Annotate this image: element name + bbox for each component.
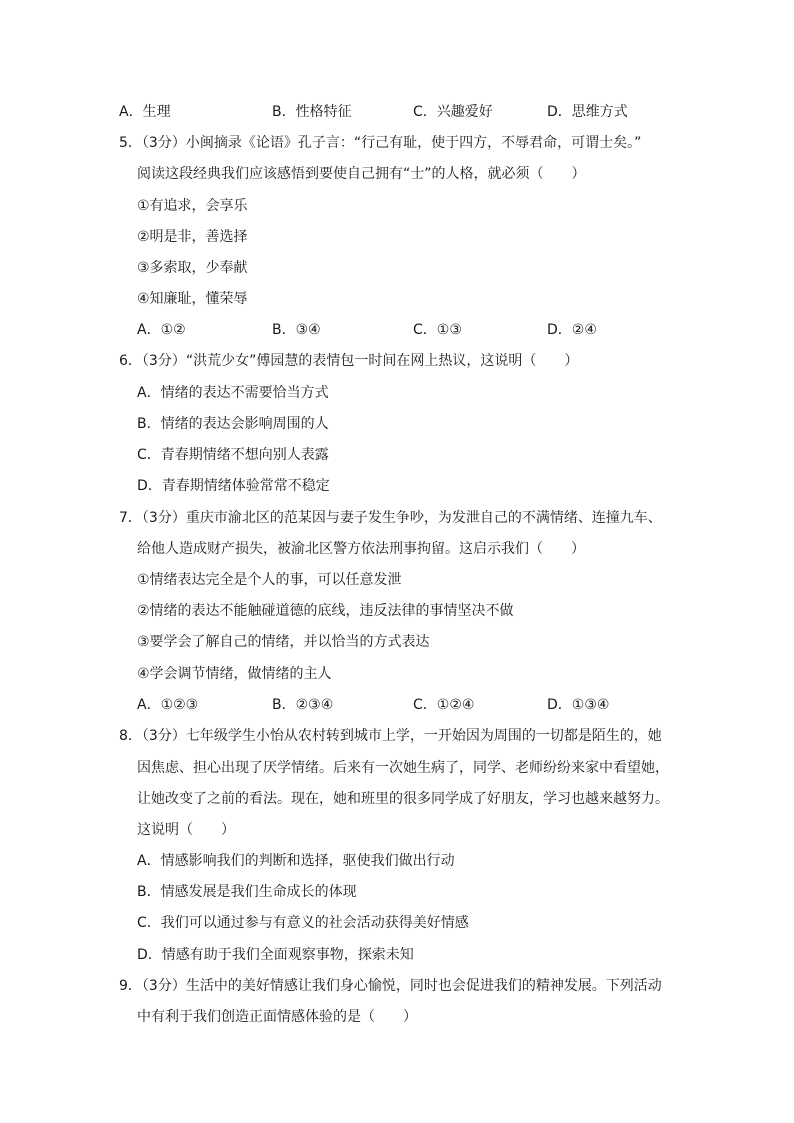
q7-option-d: D．①③④	[547, 697, 610, 713]
q6-stem-line-1: 6．（3分）“洪荒少女”傅园慧的表情包一时间在网上热议，这说明（ ）	[119, 353, 579, 369]
q4-option-b: B．性格特征	[272, 104, 352, 120]
q7-option-a: A．①②③	[137, 697, 199, 713]
q8-option-b: B．情感发展是我们生命成长的体现	[137, 884, 357, 900]
q8-stem-line-3: 让她改变了之前的看法。现在，她和班里的很多同学成了好朋友，学习也越来越努力。	[137, 791, 669, 807]
q7-item-2: ②情绪的表达不能触碰道德的底线，违反法律的事情坚决不做	[137, 603, 514, 619]
q5-option-d: D．②④	[547, 322, 597, 338]
q9-stem-line-1: 9．（3分）生活中的美好情感让我们身心愉悦，同时也会促进我们的精神发展。下列活动	[119, 978, 662, 994]
q9-stem-line-2: 中有利于我们创造正面情感体验的是（ ）	[137, 1009, 417, 1025]
q5-item-1: ①有追求，会享乐	[137, 198, 248, 214]
q6-option-c: C．青春期情绪不想向别人表露	[137, 447, 329, 463]
q4-option-d: D．思维方式	[547, 104, 628, 120]
q5-option-c: C．①③	[413, 322, 462, 338]
q8-option-d: D．情感有助于我们全面观察事物，探索未知	[137, 947, 414, 963]
q5-item-2: ②明是非，善选择	[137, 229, 248, 245]
q8-stem-line-4: 这说明（ ）	[137, 822, 235, 838]
q7-stem-line-1: 7．（3分）重庆市渝北区的范某因与妻子发生争吵，为发泄自己的不满情绪、连撞九车、	[119, 510, 662, 526]
q8-option-c: C．我们可以通过参与有意义的社会活动获得美好情感	[137, 915, 469, 931]
q8-option-a: A．情感影响我们的判断和选择，驱使我们做出行动	[137, 853, 455, 869]
q5-stem-line-1: 5．（3分）小闽摘录《论语》孔子言：“行己有耻，使于四方，不辱君命，可谓士矣。”	[119, 135, 642, 151]
q5-item-3: ③多索取，少奉献	[137, 260, 248, 276]
q4-option-a: A．生理	[119, 104, 171, 120]
q5-option-b: B．③④	[272, 322, 321, 338]
q7-option-b: B．②③④	[272, 697, 334, 713]
q7-option-c: C．①②④	[413, 697, 475, 713]
q6-option-a: A．情绪的表达不需要恰当方式	[137, 385, 329, 401]
q6-option-b: B．情绪的表达会影响周围的人	[137, 416, 329, 432]
q7-item-3: ③要学会了解自己的情绪，并以恰当的方式表达	[137, 634, 430, 650]
q5-option-a: A．①②	[137, 322, 186, 338]
q5-stem-line-2: 阅读这段经典我们应该感悟到要使自己拥有“士”的人格，就必须（ ）	[137, 166, 586, 182]
q7-stem-line-2: 给他人造成财产损失，被渝北区警方依法刑事拘留。这启示我们（ ）	[137, 541, 585, 557]
q5-item-4: ④知廉耻，懂荣辱	[137, 291, 248, 307]
q8-stem-line-1: 8．（3分）七年级学生小怡从农村转到城市上学，一开始因为周围的一切都是陌生的，她	[119, 728, 662, 744]
q8-stem-line-2: 因焦虑、担心出现了厌学情绪。后来有一次她生病了，同学、老师纷纷来家中看望她，	[137, 760, 669, 776]
q6-option-d: D．青春期情绪体验常常不稳定	[137, 478, 330, 494]
q7-item-4: ④学会调节情绪，做情绪的主人	[137, 666, 332, 682]
q7-item-1: ①情绪表达完全是个人的事，可以任意发泄	[137, 572, 402, 588]
q4-option-c: C．兴趣爱好	[413, 104, 493, 120]
